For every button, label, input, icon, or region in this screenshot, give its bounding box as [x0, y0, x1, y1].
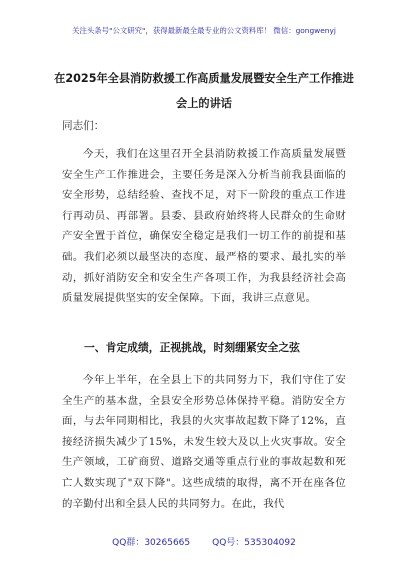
document-title: 在2025年全县消防救援工作高质量发展暨安全生产工作推进会上的讲话: [54, 72, 354, 110]
header-banner: 关注头条号"公文研究"，获得最新最全最专业的公文资料库！ 微信：gongwenyj: [72, 26, 336, 35]
footer-contact: [0, 535, 408, 548]
qq-group-text: QQ群：30265665: [112, 538, 191, 548]
qq-number-text: QQ号：535304092: [212, 538, 296, 548]
body-paragraph: 今天，我们在这里召开全县消防救援工作高质量发展暨安全生产工作推进会，主要任务是深入分析当前我县面临的安全形势，总结经验、查找不足，对下一阶段的重点工作进行再动员、再部署。县委、县政府始终将人民群众的生命财产安全置于首位，确保安全稳定是我们一切工作的前提和基础。我们必须以最坚决的态度、最严格的要求、最扎实的举动，抓好消防安全和安全生产各项工作，为我县经济社会高质量发展提供坚实的安全保障。下面，我讲三点意见。: [62, 148, 346, 305]
body-paragraph: 今年上半年，在全县上下的共同努力下，我们守住了安全生产的基本盘，全县安全形势总体保持平稳。消防安全方面，与去年同期相比，我县的火灾事故起数下降了12%，直接经济损失减少了15%，未发生较大及以上火灾事故。安全生产领域，工矿商贸、道路交通等重点行业的事故起数和死亡人数实现了"双下降"。这些成绩的取得，离不开在座各位的辛勤付出和全县人民的共同努力。在此，我代: [62, 374, 346, 510]
section-heading: 一、肯定成绩，正视挑战，时刻绷紧安全之弦: [84, 341, 300, 354]
salutation: 同志们：: [62, 120, 105, 132]
